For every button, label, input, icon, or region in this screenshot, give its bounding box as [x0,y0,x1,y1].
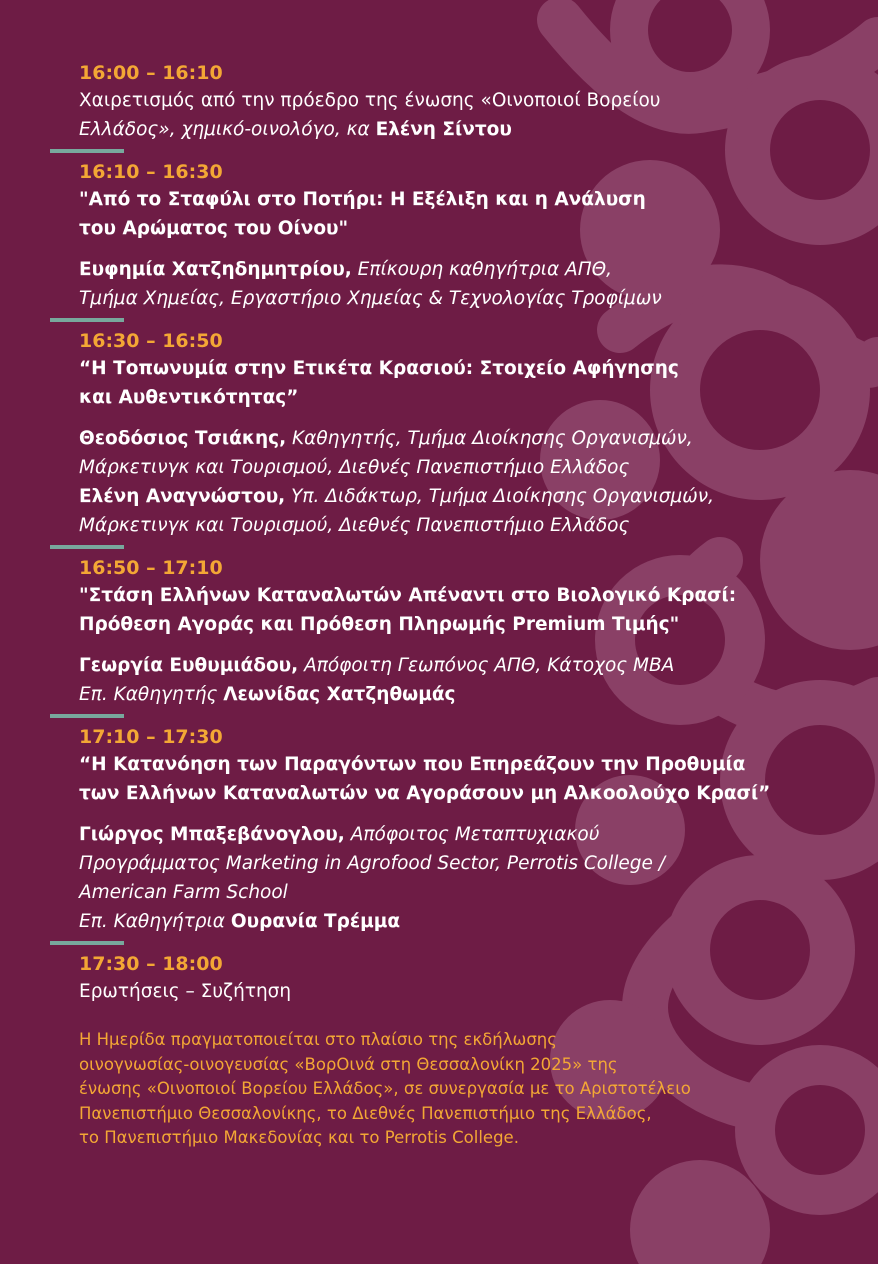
session-time: 16:30 – 16:50 [79,330,223,352]
session-block [79,159,839,313]
programme-content [79,60,839,1151]
speaker-info: Επίκουρη καθηγήτρια ΑΠΘ, [351,259,613,280]
speaker-line [79,977,839,1006]
section-divider [50,545,124,549]
session-time: 16:10 – 16:30 [79,161,223,183]
speaker-info: Προγράμματος Marketing in Agrofood Sector, Perrotis College / [79,853,666,874]
speaker-name: Λεωνίδας Χατζηθωμάς [223,684,456,705]
speaker-info: Απόφοιτος Μεταπτυχιακού [344,824,600,845]
event-note-line: Πανεπιστήμιο Θεσσαλονίκης, το Διεθνές Πανεπιστήμιο της Ελλάδος, [79,1103,652,1123]
speaker-info: Ελλάδος», χημικό-οινολόγο, κα [79,119,376,140]
speaker-line [79,255,839,284]
session-block [79,555,839,709]
speaker-line [79,907,839,936]
talk-title: "Στάση Ελλήνων Καταναλωτών Απέναντι στο Βιολογικό Κρασί: [79,585,737,606]
speaker-name: Ελένη Σίντου [375,119,512,140]
speaker-info: Μάρκετινγκ και Τουρισμού, Διεθνές Πανεπιστήμιο Ελλάδος [79,457,630,478]
session-time: 17:30 – 18:00 [79,953,223,975]
spacer [79,639,839,651]
section-divider [50,149,124,153]
speaker-info: Απόφοιτη Γεωπόνος ΑΠΘ, Κάτοχος MBA [298,655,675,676]
spacer [79,808,839,820]
speaker-line [79,849,839,878]
speaker-info: Καθηγητής, Τμήμα Διοίκησης Οργανισμών, [286,428,693,449]
event-note-line: το Πανεπιστήμιο Μακεδονίας και το Perrotis College. [79,1128,519,1147]
talk-title: των Ελλήνων Καταναλωτών να Αγοράσουν μη Αλκοολούχο Κρασί” [79,783,771,804]
speaker-info: Μάρκετινγκ και Τουρισμού, Διεθνές Πανεπιστήμιο Ελλάδος [79,515,630,536]
section-divider [50,941,124,945]
speaker-line [79,115,839,144]
speaker-info: Τμήμα Χημείας, Εργαστήριο Χημείας & Τεχνολογίας Τροφίμων [79,288,662,309]
speaker-line [79,453,839,482]
event-note-line: Η Ημερίδα πραγματοποιείται στο πλαίσιο της εκδήλωσης [79,1030,557,1049]
speaker-line [79,424,839,453]
speaker-info: Χαιρετισμός από την πρόεδρο της ένωσης «Οινοποιοί Βορείου [79,90,661,111]
speaker-info: Υπ. Διδάκτωρ, Τμήμα Διοίκησης Οργανισμών, [285,486,714,507]
session-block [79,951,839,1006]
session-block [79,60,839,144]
speaker-name: Θεοδόσιος Τσιάκης, [79,428,287,449]
session-block [79,724,839,936]
talk-title: “Η Κατανόηση των Παραγόντων που Επηρεάζουν την Προθυμία [79,754,746,775]
session-time: 16:50 – 17:10 [79,557,223,579]
talk-title: και Αυθεντικότητας” [79,387,299,408]
event-note-line: οινογνωσίας-οινογευσίας «ΒορΟινά στη Θεσσαλονίκη 2025» της [79,1054,618,1074]
spacer [79,412,839,424]
session-time: 17:10 – 17:30 [79,726,223,748]
talk-title: του Αρώματος του Οίνου" [79,218,349,239]
speaker-name: Γεωργία Ευθυμιάδου, [79,655,299,676]
speaker-line [79,86,839,115]
talk-title: Πρόθεση Αγοράς και Πρόθεση Πληρωμής Premium Τιμής" [79,614,680,635]
speaker-name: Ουρανία Τρέμμα [230,911,401,932]
event-note [79,1028,839,1151]
speaker-info: Ερωτήσεις – Συζήτηση [79,981,292,1002]
talk-title: "Από το Σταφύλι στο Ποτήρι: Η Εξέλιξη και η Ανάλυση [79,189,646,210]
session-block [79,328,839,540]
speaker-info: Επ. Καθηγητής [79,684,224,705]
speaker-line [79,651,839,680]
speaker-name: Γιώργος Μπαξεβάνογλου, [79,824,345,845]
speaker-line [79,284,839,313]
event-note-line: ένωσης «Οινοποιοί Βορείου Ελλάδος», σε συνεργασία με το Αριστοτέλειο [79,1079,691,1098]
section-divider [50,318,124,322]
speaker-line [79,482,839,511]
speaker-line [79,878,839,907]
speaker-line [79,511,839,540]
speaker-name: Ελένη Αναγνώστου, [79,486,286,507]
session-time: 16:00 – 16:10 [79,62,223,84]
speaker-info: Επ. Καθηγήτρια [79,911,231,932]
speaker-line [79,820,839,849]
speaker-name: Ευφημία Χατζηδημητρίου, [79,259,352,280]
spacer [79,243,839,255]
speaker-line [79,680,839,709]
speaker-info: American Farm School [79,882,288,903]
section-divider [50,714,124,718]
talk-title: “Η Τοπωνυμία στην Ετικέτα Κρασιού: Στοιχείο Αφήγησης [79,358,679,379]
